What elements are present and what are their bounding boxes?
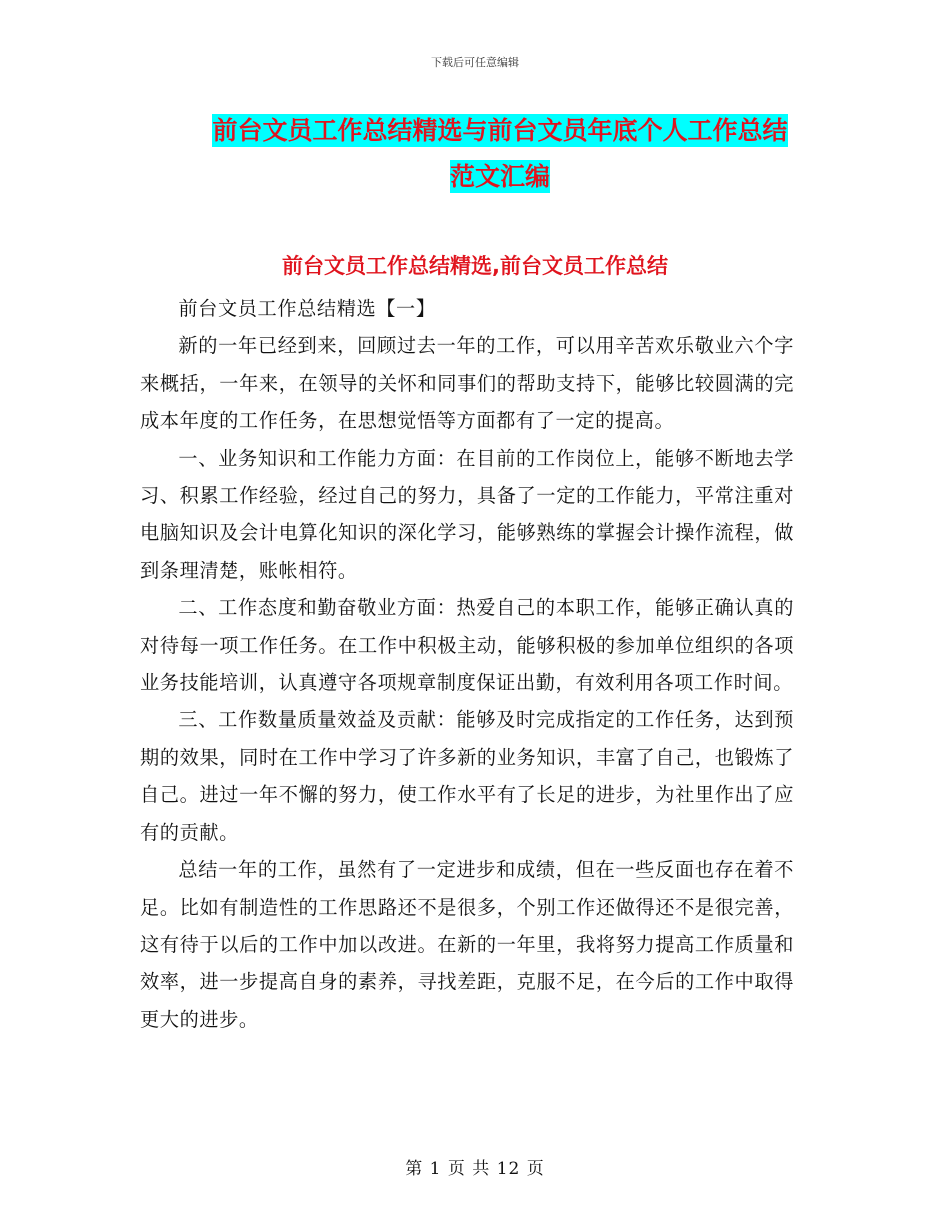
paragraph: 新的一年已经到来，回顾过去一年的工作，可以用辛苦欢乐敬业六个字来概括，一年来，在领导的关怀和同事们的帮助支持下，能够比较圆满的完成本年度的工作任务，在思想觉悟等方面都有了一定的提高。 (140, 334, 794, 433)
section-subtitle: 前台文员工作总结精选,前台文员工作总结 (282, 254, 668, 278)
paragraph: 总结一年的工作，虽然有了一定进步和成绩，但在一些反面也存在着不足。比如有制造性的工作思路还不是很多，个别工作还做得还不是很完善，这有待于以后的工作中加以改进。在新的一年里，我将努力提高工作质量和效率，进一步提高自身的素养，寻找差距，克服不足，在今后的工作中取得更大的进步。 (140, 858, 794, 1031)
paragraph: 三、工作数量质量效益及贡献：能够及时完成指定的工作任务，达到预期的效果，同时在工作中学习了许多新的业务知识，丰富了自己，也锻炼了自己。进过一年不懈的努力，使工作水平有了长足的进步，为社里作出了应有的贡献。 (140, 708, 794, 844)
paragraph: 二、工作态度和勤奋敬业方面：热爱自己的本职工作，能够正确认真的对待每一项工作任务。在工作中积极主动，能够积极的参加单位组织的各项业务技能培训，认真遵守各项规章制度保证出勤，有效利用各项工作时间。 (140, 596, 794, 695)
page-footer: 第 1 页 共 12 页 (405, 1159, 545, 1179)
title-line-1: 前台文员工作总结精选与前台文员年底个人工作总结 (212, 116, 788, 145)
document-title (140, 108, 860, 200)
paragraph: 一、业务知识和工作能力方面：在目前的工作岗位上，能够不断地去学习、积累工作经验，经过自己的努力，具备了一定的工作能力，平常注重对电脑知识及会计电算化知识的深化学习，能够熟练的掌握会计操作流程，做到条理清楚，账帐相符。 (140, 446, 794, 582)
paragraph-heading: 前台文员工作总结精选【一】 (178, 297, 436, 320)
document-body (140, 290, 794, 1038)
header-note: 下载后可任意编辑 (431, 56, 519, 69)
title-line-2: 范文汇编 (449, 162, 550, 191)
